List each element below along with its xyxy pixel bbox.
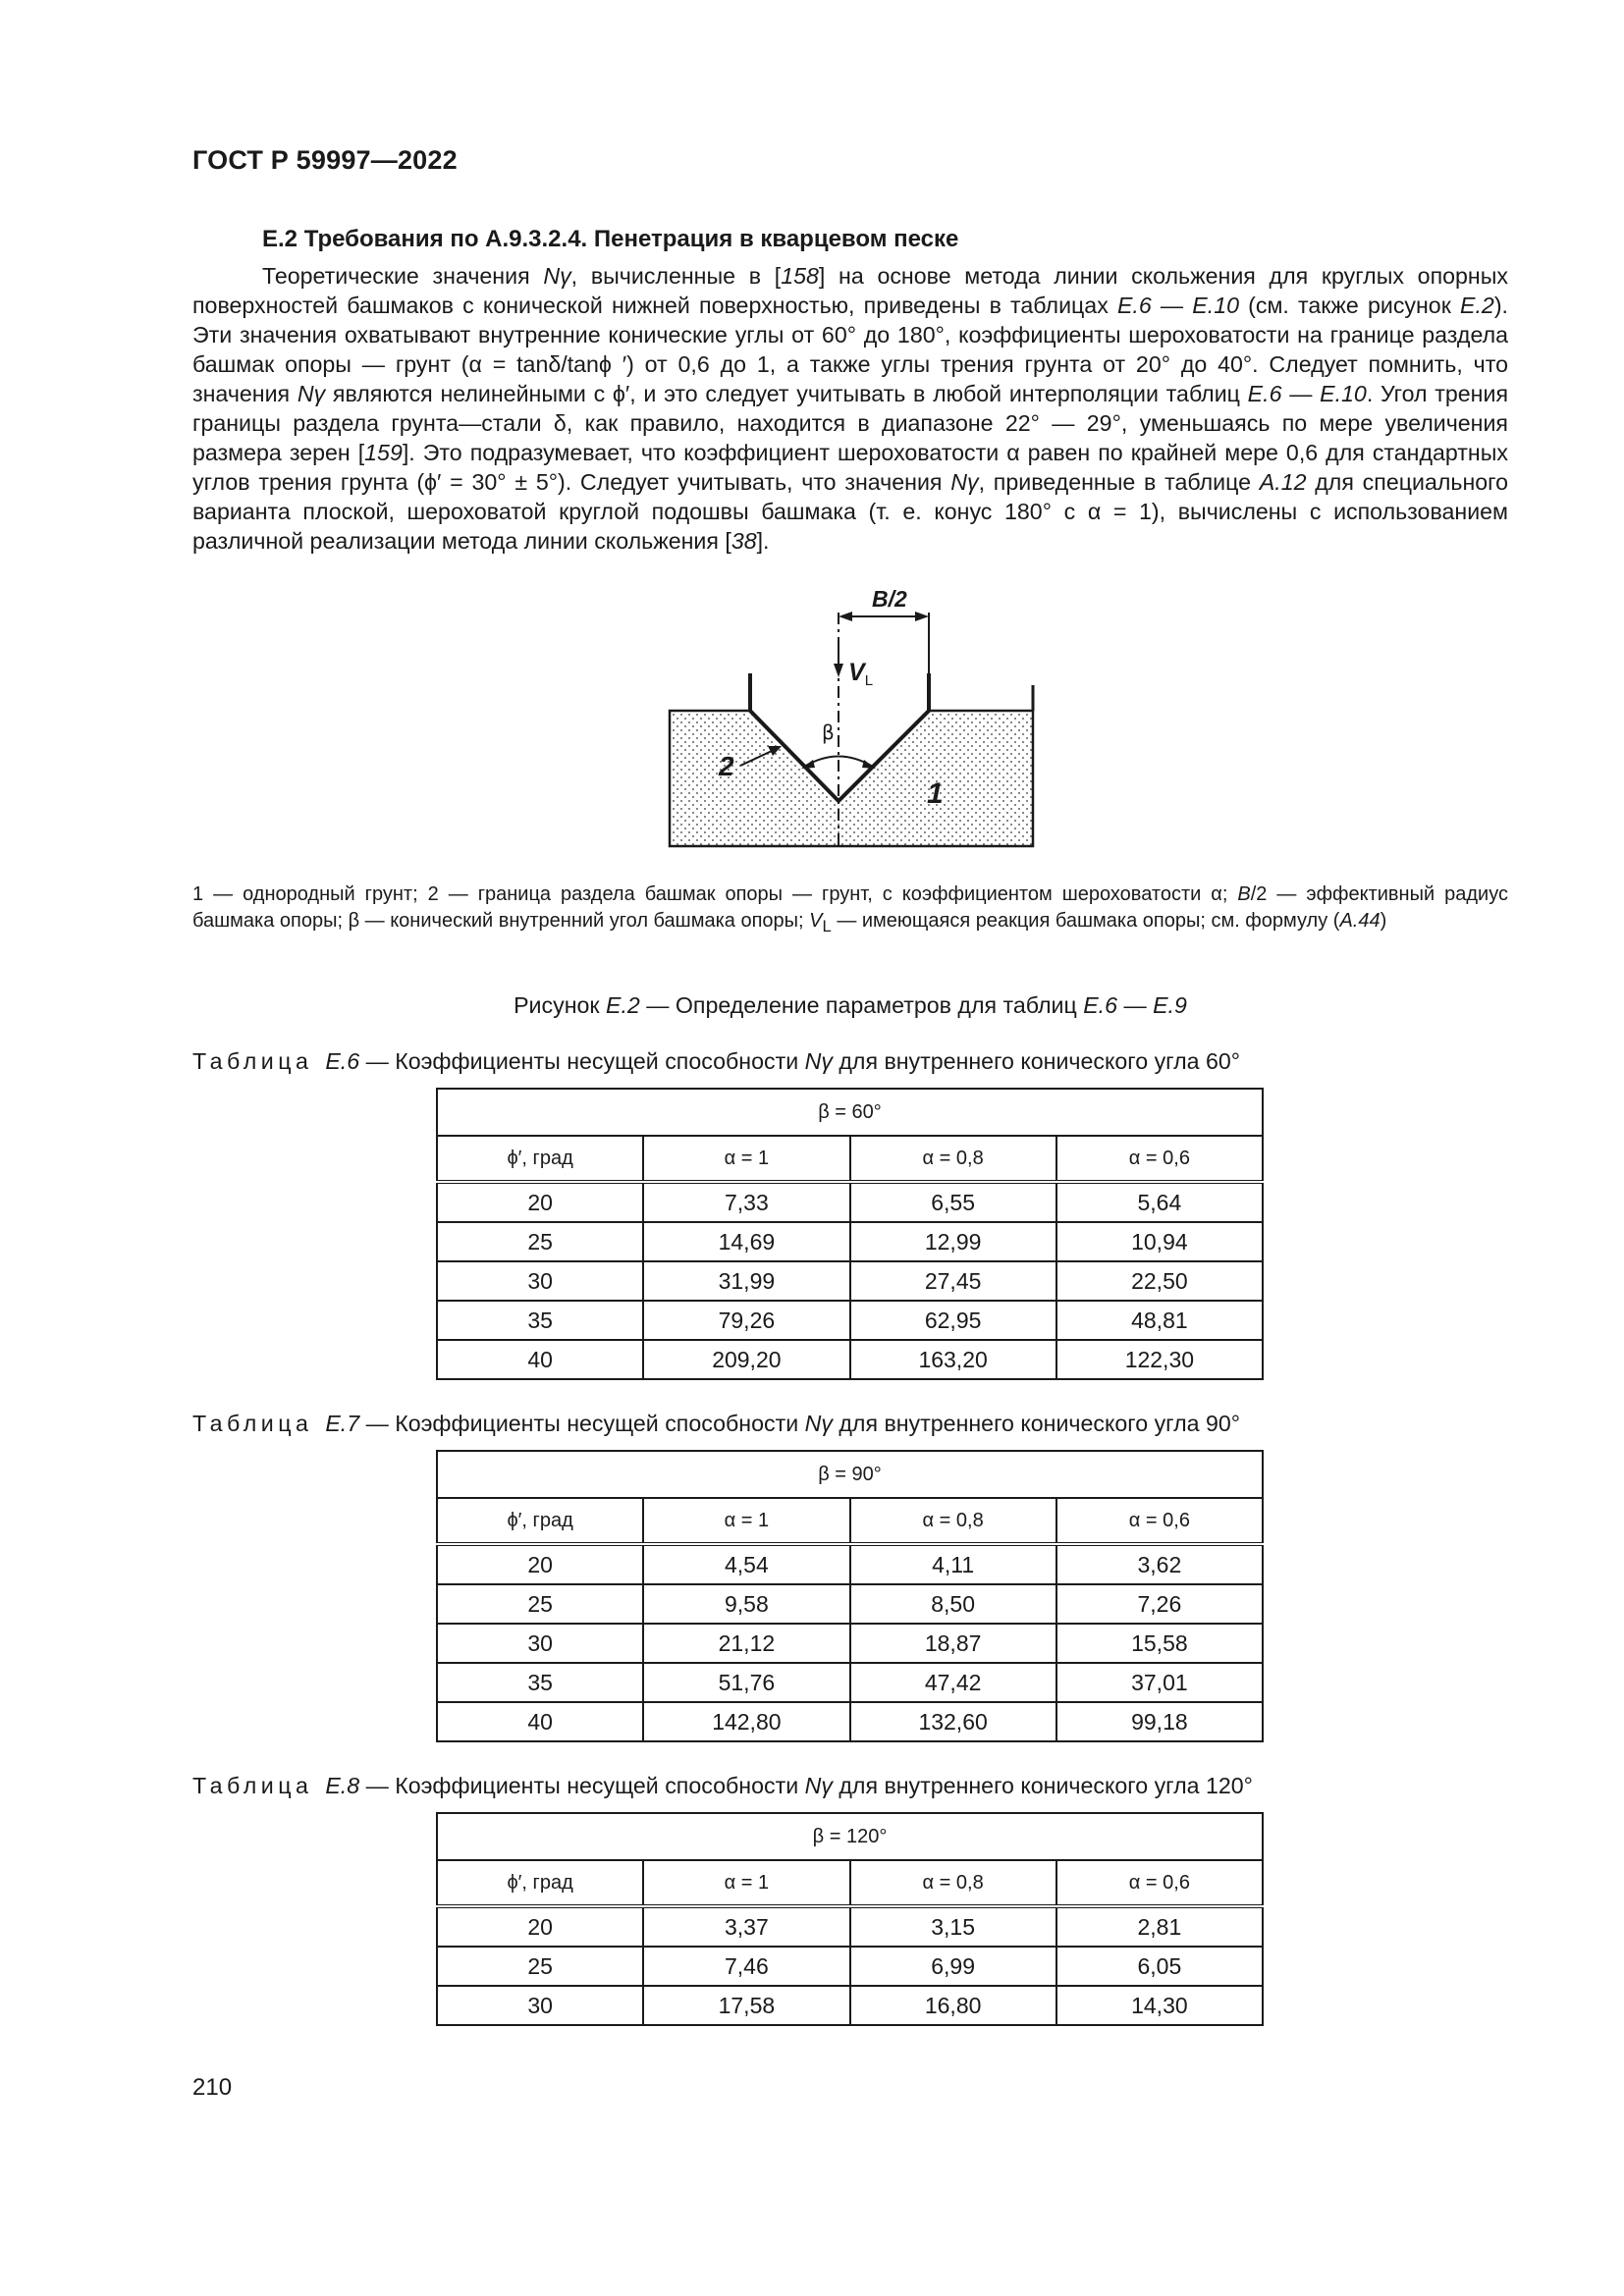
column-header: α = 0,6 bbox=[1056, 1860, 1263, 1906]
column-header: α = 0,8 bbox=[850, 1136, 1056, 1182]
beta-header: β = 120° bbox=[437, 1813, 1263, 1860]
figure-legend: 1 — однородный грунт; 2 — граница раздела башмак опоры — грунт, с коэффициентом шероховатости α; B/2 — эффективный радиус башмака опоры; β — конический внутренний угол башмака опоры; $V_L$ — имеющаяся реакция башмака опоры; см. формулу (А.44) bbox=[192, 883, 1508, 935]
table-row: 30 21,12 18,87 15,58 bbox=[437, 1624, 1263, 1663]
table-row: 20 3,37 3,15 2,81 bbox=[437, 1906, 1263, 1947]
table-caption: Таблица Е.7 — Коэффициенты несущей способности Nγ для внутреннего конического угла 90° bbox=[192, 1411, 1241, 1436]
coefficient-table bbox=[436, 1450, 1264, 1742]
table-row: 20 4,54 4,11 3,62 bbox=[437, 1544, 1263, 1584]
column-header: α = 1 bbox=[643, 1136, 849, 1182]
table-caption: Таблица Е.8 — Коэффициенты несущей способности Nγ для внутреннего конического угла 120° bbox=[192, 1773, 1253, 1798]
beta-header: β = 60° bbox=[437, 1089, 1263, 1136]
page-number: 210 bbox=[192, 2074, 233, 2101]
table-row: 35 79,26 62,95 48,81 bbox=[437, 1301, 1263, 1340]
figure-caption: Рисунок Е.2 — Определение параметров для таблиц Е.6 — Е.9 bbox=[514, 992, 1187, 1018]
table-row: 30 31,99 27,45 22,50 bbox=[437, 1261, 1263, 1301]
dimension-arrow-left bbox=[839, 612, 852, 621]
beta-header: β = 90° bbox=[437, 1451, 1263, 1498]
table-row: 25 9,58 8,50 7,26 bbox=[437, 1584, 1263, 1624]
label-1: 1 bbox=[927, 777, 944, 810]
column-header: ϕ′, град bbox=[437, 1498, 643, 1544]
table-row: 40 209,20 163,20 122,30 bbox=[437, 1340, 1263, 1379]
coefficient-table bbox=[436, 1812, 1264, 2026]
table-row: 30 17,58 16,80 14,30 bbox=[437, 1986, 1263, 2025]
table-row: 35 51,76 47,42 37,01 bbox=[437, 1663, 1263, 1702]
coefficient-table bbox=[436, 1088, 1264, 1380]
load-symbol: $V_L$ bbox=[848, 659, 874, 689]
table-row: 40 142,80 132,60 99,18 bbox=[437, 1702, 1263, 1741]
body-paragraph: Теоретические значения Nγ, вычисленные в [158] на основе метода линии скольжения для круглых опорных поверхностей башмаков с конической нижней поверхностью, приведены в таблицах Е.6 — Е.10 (см. также рисунок Е.2). Эти значения охватывают внутренние конические углы от 60° до 180°, коэффициенты шероховатости на границе раздела башмак опоры — грунт (α = tanδ/tanϕ ′) от 0,6 до 1, а также углы трения грунта от 20° до 40°. Следует помнить, что значения Nγ являются нелинейными с ϕ′, и это следует учитывать в любой интерполяции таблиц Е.6 — Е.10. Угол трения границы раздела грунта—стали δ, как правило, находится в диапазоне 22° — 29°, уменьшаясь по мере увеличения размера зерен [159]. Это подразумевает, что коэффициент шероховатости α равен по крайней мере 0,6 для стандартных углов трения грунта (ϕ′ = 30° ± 5°). Следует учитывать, что значения Nγ, приведенные в таблице А.12 для специального варианта плоской, шероховатой круглой подошвы башмака (т. е. конус 180° с α = 1), вычислены с использованием различной реализации метода линии скольжения [38]. bbox=[192, 263, 1508, 554]
table-row: 25 14,69 12,99 10,94 bbox=[437, 1222, 1263, 1261]
table-row: 20 7,33 6,55 5,64 bbox=[437, 1182, 1263, 1222]
load-arrow bbox=[834, 664, 843, 677]
column-header: α = 0,8 bbox=[850, 1498, 1056, 1544]
section-title: Е.2 Требования по А.9.3.2.4. Пенетрация в кварцевом песке bbox=[262, 226, 959, 252]
column-header: ϕ′, град bbox=[437, 1860, 643, 1906]
column-header: α = 0,6 bbox=[1056, 1136, 1263, 1182]
label-2: 2 bbox=[719, 751, 734, 781]
column-header: α = 1 bbox=[643, 1860, 849, 1906]
table-caption: Таблица Е.6 — Коэффициенты несущей способности Nγ для внутреннего конического угла 60° bbox=[192, 1048, 1241, 1074]
table-row: 25 7,46 6,99 6,05 bbox=[437, 1947, 1263, 1986]
dimension-arrow-right bbox=[915, 612, 929, 621]
dimension-label: B/2 bbox=[872, 586, 907, 612]
beta-label: β bbox=[822, 721, 835, 744]
column-header: ϕ′, град bbox=[437, 1136, 643, 1182]
document-header: ГОСТ Р 59997—2022 bbox=[192, 145, 458, 175]
column-header: α = 0,8 bbox=[850, 1860, 1056, 1906]
column-header: α = 0,6 bbox=[1056, 1498, 1263, 1544]
column-header: α = 1 bbox=[643, 1498, 849, 1544]
footing-diagram bbox=[648, 579, 1060, 854]
